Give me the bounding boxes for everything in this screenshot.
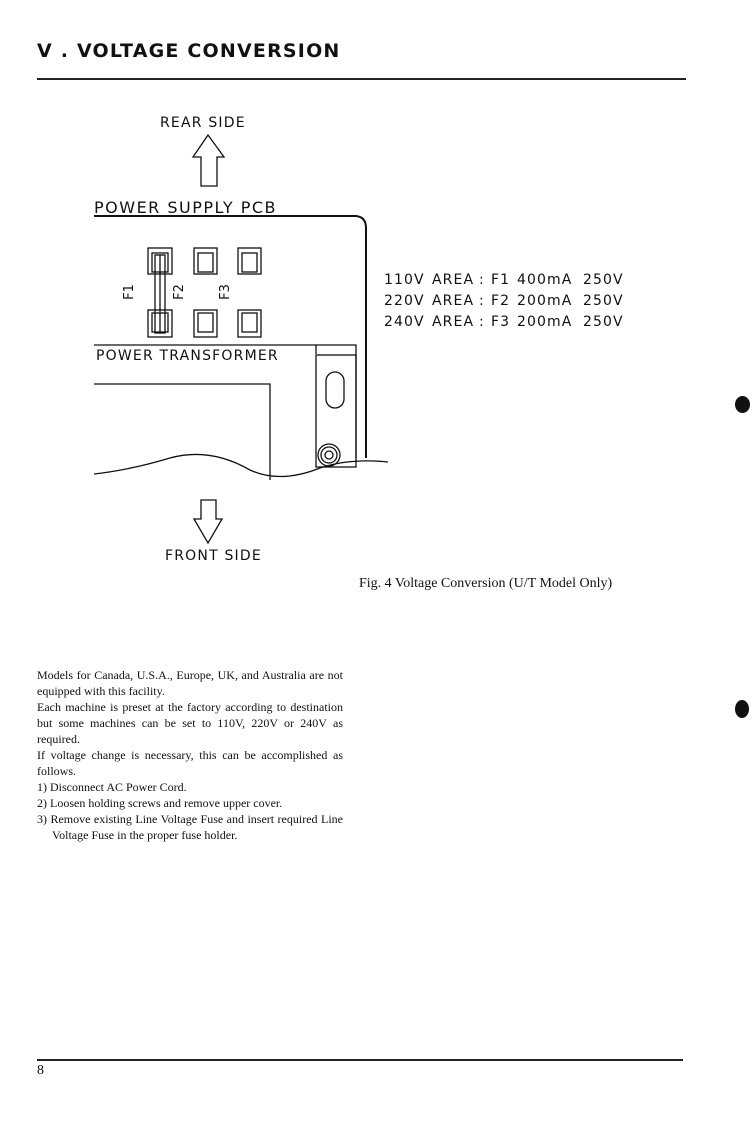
- front-arrow-icon: [194, 500, 222, 543]
- binder-hole-mark: [735, 700, 749, 718]
- page-number: 8: [37, 1063, 44, 1078]
- spec-row-110: 110V AREA : F1 400mA 250V: [384, 272, 624, 288]
- rear-side-label: REAR SIDE: [160, 115, 246, 131]
- spec-row-220: 220V AREA : F2 200mA 250V: [384, 293, 624, 309]
- step-3: 3) Remove existing Line Voltage Fuse and insert required Line Voltage Fuse in the proper fuse holder.: [37, 812, 343, 842]
- transformer-label: POWER TRANSFORMER: [96, 348, 279, 364]
- step-2: 2) Loosen holding screws and remove upper cover.: [37, 796, 283, 810]
- paragraph-3: If voltage change is necessary, this can be accomplished as follows.: [37, 748, 343, 778]
- rear-arrow-icon: [193, 135, 224, 186]
- paragraph-1: Models for Canada, U.S.A., Europe, UK, and Australia are not equipped with this facility.: [37, 668, 343, 698]
- binder-hole-mark: [735, 396, 750, 413]
- front-side-label: FRONT SIDE: [165, 548, 262, 564]
- section-title: V . VOLTAGE CONVERSION: [37, 40, 341, 62]
- fuse-label-f3: F3: [218, 284, 233, 300]
- spec-row-240: 240V AREA : F3 200mA 250V: [384, 314, 624, 330]
- title-rule: [37, 78, 686, 80]
- footer-rule: [37, 1059, 683, 1061]
- pcb-label: POWER SUPPLY PCB: [94, 198, 277, 217]
- fuse-label-f2: F2: [172, 284, 187, 300]
- paragraph-2: Each machine is preset at the factory according to destination but some machines can be set to 110V, 220V or 240V as required.: [37, 700, 343, 746]
- fuse-label-f1: F1: [122, 284, 137, 300]
- instructions-text: [37, 667, 343, 843]
- pcb-outline: [94, 216, 366, 458]
- step-1: 1) Disconnect AC Power Cord.: [37, 780, 187, 794]
- fuse-board-diagram: [80, 130, 400, 550]
- figure-caption: Fig. 4 Voltage Conversion (U/T Model Only): [359, 576, 613, 591]
